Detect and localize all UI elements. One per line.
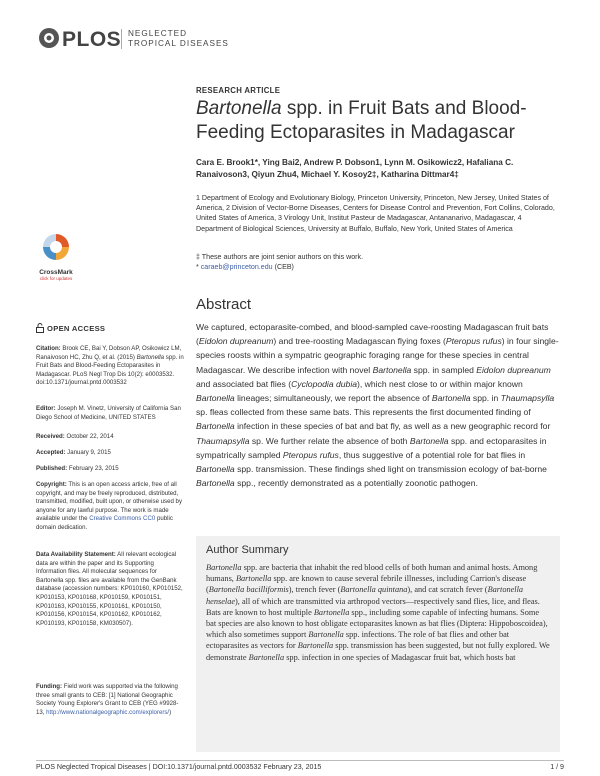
crossmark-label: CrossMark <box>39 269 73 276</box>
journal-logo[interactable] <box>38 26 248 54</box>
text-run: lineages; simultaneously, we report the absence of <box>234 393 432 404</box>
abstract-body <box>196 320 560 490</box>
text-run: sp. We further relate the absence of both <box>249 435 410 446</box>
author-summary-box <box>196 536 560 752</box>
funding-tail: ) <box>169 708 172 716</box>
journal-name-line1: NEGLECTED <box>128 29 188 38</box>
joint-author-note: ‡ These authors are joint senior authors on this work. <box>196 253 364 261</box>
italic-run: Bartonella <box>297 641 334 651</box>
corresponding-email-link[interactable]: caraeb@princeton.edu <box>200 263 273 272</box>
editor-text: Joseph M. Vinetz, University of California San Diego School of Medicine, UNITED STATES <box>36 405 181 421</box>
author-list: Cara E. Brook1*, Ying Bai2, Andrew P. Dobson1, Lynn M. Osikowicz2, Hafaliana C. Ranaivoson3, Qiyun Zhu4, Michael Y. Kosoy2‡, Katharina Dittmar4‡ <box>196 158 514 179</box>
affiliations: 1 Department of Ecology and Evolutionary Biology, Princeton University, Princeton, New Jersey, United States of America, 2 Division of Vector-Borne Diseases, Centers for Disease Control and Prevention, Fort Collins, Colorado, United States of America, 3 Virology Unit, Institut Pasteur de Madagascar, Antananarivo, Madagascar, 4 Department of Biological Sciences, University at Buffalo, Buffalo, New York, United States of America <box>196 194 555 233</box>
text-run: ), and cat scratch fever ( <box>407 585 488 595</box>
data-availability-block <box>36 551 184 628</box>
italic-run: Thaumapsylla <box>196 435 250 446</box>
author-summary-heading: Author Summary <box>206 544 289 556</box>
data-availability-label: Data Availability Statement: <box>36 551 116 558</box>
italic-run: Bartonella quintana <box>340 585 408 595</box>
crossmark-icon <box>41 232 71 264</box>
copyright-label: Copyright: <box>36 481 67 488</box>
italic-run: Bartonella bacilliformis <box>208 585 289 595</box>
accepted-label: Accepted: <box>36 449 66 456</box>
editor-label: Editor: <box>36 405 56 412</box>
text-run: We captured, ectoparasite-combed, and blood-sampled cave-roosting Madagascan fruit bats ( <box>196 322 549 347</box>
italic-run: Bartonella <box>206 563 242 572</box>
corresponding-symbol: * <box>196 263 201 272</box>
italic-run: Eidolon dupreanum <box>198 336 274 347</box>
citation-text-pre: Brook CE, Bai Y, Dobson AP, Osikowicz LM, Ranaivoson HC, Zhu Q, et al. (2015) <box>36 345 182 361</box>
text-run: ) and tree-roosting Madagascan flying foxes ( <box>273 336 446 347</box>
plos-logo-icon <box>38 27 60 49</box>
published-date: February 23, 2015 <box>67 465 119 472</box>
accepted-block <box>36 449 184 458</box>
italic-run: Bartonella <box>196 421 235 432</box>
funding-label: Funding: <box>36 683 63 690</box>
text-run: spp., including some capable of infecting humans. Some bat species are also known to host obligate ectoparasites known as bat flies (Diptera: Hippoboscoidea), which also sometimes support <box>206 607 548 640</box>
crossmark-badge[interactable] <box>36 232 76 284</box>
journal-name <box>121 29 248 49</box>
crossmark-sub: click for updates <box>39 276 73 281</box>
open-access-text: OPEN ACCESS <box>47 324 106 333</box>
citation-block <box>36 345 184 388</box>
italic-run: Bartonella <box>196 478 235 489</box>
italic-run: Thaumapsylla <box>500 393 555 404</box>
text-run: spp. are bacteria that inhabit the red blood cells of both human and animal hosts. Among humans, <box>206 563 538 584</box>
funding-text: Field work was supported via the following three small grants to CEB: [1] National Geographic Society Young Explorer's Grant to CEB (YEG #9928-13, <box>36 683 179 716</box>
published-label: Published: <box>36 465 68 472</box>
received-date: October 22, 2014 <box>64 433 114 440</box>
italic-run: Bartonella <box>313 607 350 617</box>
text-run: ) in four single-species roosts within a sympatric geographic foraging range for these species in central Madagascar. We describe infection with novel <box>196 336 559 375</box>
text-run: spp. and ectoparasites in sympatrically sampled <box>196 435 547 460</box>
copyright-text-pre: This is an open access article, free of all copyright, and may be freely reproduced, distributed, transmitted, modified, built upon, or otherwise used by anyone for any lawful purpose. The work is made available under the <box>36 481 182 523</box>
text-run: and associated bat flies ( <box>196 378 292 389</box>
data-availability-text: All relevant ecological data are within the paper and its Supporting Information files. All molecular sequences for Bartonella spp. files are available from the GenBank database (accession numbers: KP010160, KP010152, KP010153, KP010168, KP010159, KP010151, KP010163, KP010155, KP010161, KP010150, KP010156, KP010154, KP010162, KP010162, KP010193, KP010158, KM030507). <box>36 551 183 627</box>
text-run: infection in these species of bat and bat fly, as well as a new geographic record for <box>234 421 551 432</box>
italic-run: Bartonella <box>248 652 285 662</box>
text-run: ), which nest close to or within major known <box>357 378 523 389</box>
text-run: spp., recently demonstrated as a potentially zoonotic pathogen. <box>234 478 478 489</box>
italic-run: Bartonella <box>372 364 412 375</box>
funding-block <box>36 683 184 717</box>
logo-name: PLOS <box>62 28 122 51</box>
page-number: 1 / 9 <box>550 763 564 771</box>
italic-run: Bartonella <box>431 393 471 404</box>
italic-run: Bartonella <box>308 630 344 640</box>
article-type: RESEARCH ARTICLE <box>196 86 281 95</box>
text-run: spp. transmission. These findings shed light on transmission ecology of bat-borne <box>234 464 547 475</box>
text-run: spp. infection in one species of Madagascar fruit bat, which hosts bat <box>284 652 516 662</box>
italic-run: Bartonella <box>196 393 235 404</box>
italic-run: Cyclopodia dubia <box>291 378 358 389</box>
accepted-date: January 9, 2015 <box>65 449 111 456</box>
citation-label: Citation: <box>36 345 61 352</box>
italic-run: Eidolon dupreanum <box>476 364 551 375</box>
footer-divider <box>36 760 564 761</box>
text-run: , thus suggestive of a potential role for bat flies in <box>338 449 526 460</box>
received-label: Received: <box>36 433 65 440</box>
text-run: sp. fleas collected from these same bats. This represents the first documented finding of <box>196 407 531 418</box>
italic-run: Bartonella <box>409 435 449 446</box>
editor-block <box>36 405 184 422</box>
title-italic: Bartonella <box>196 98 282 119</box>
title-rest: spp. in Fruit Bats and Blood-Feeding Ectoparasites in Madagascar <box>196 98 527 143</box>
open-lock-icon <box>36 323 44 333</box>
citation-italic: Bartonella <box>136 353 165 361</box>
italic-run: Pteropus rufus <box>282 449 339 460</box>
article-title <box>196 97 560 145</box>
italic-run: Bartonella henselae <box>206 585 524 606</box>
text-run: spp. infections. The role of bat flies and other bat ectoparasites as vectors for <box>206 630 510 651</box>
author-notes <box>196 252 560 272</box>
text-run: spp. in sampled <box>411 364 477 375</box>
italic-run: Bartonella <box>196 464 235 475</box>
author-summary-body <box>206 562 550 663</box>
copyright-text-post: public domain dedication. <box>36 515 173 531</box>
text-run: ), trench fever ( <box>288 585 341 595</box>
italic-run: Pteropus rufus <box>445 336 502 347</box>
text-run: spp. are known to cause several febrile illnesses, including Carrion's disease ( <box>206 574 527 595</box>
open-access-label <box>36 323 184 334</box>
text-run: spp. in <box>470 393 501 404</box>
text-run: ), all of which are transmitted via arthropod vectors—respectively sand flies, lice, and fleas. Bats are known to host multiple <box>206 596 540 617</box>
text-run: spp. transmission has been suggested, but not fully explored. We demonstrate <box>206 641 550 662</box>
published-block <box>36 465 184 474</box>
cc0-license-link[interactable]: Creative Commons CC0 <box>89 515 156 523</box>
corresponding-author-note <box>196 262 560 272</box>
footer-citation: PLOS Neglected Tropical Diseases | DOI:10.1371/journal.pntd.0003532 February 23, 2015 <box>36 763 322 771</box>
received-block <box>36 433 184 442</box>
italic-run: Bartonella <box>235 574 272 584</box>
copyright-block <box>36 481 184 533</box>
journal-name-line2: TROPICAL DISEASES <box>128 39 229 48</box>
email-suffix: (CEB) <box>272 263 294 272</box>
citation-text-post: spp. in Fruit Bats and Blood-Feeding Ectoparasites in Madagascar. PLoS Negl Trop Dis 10(2): e0003532. doi:10.1371/journal.pntd.0003532 <box>36 353 184 387</box>
funding-link[interactable]: http://www.nationalgeographic.com/explorers/ <box>46 708 170 716</box>
abstract-heading: Abstract <box>196 296 252 313</box>
